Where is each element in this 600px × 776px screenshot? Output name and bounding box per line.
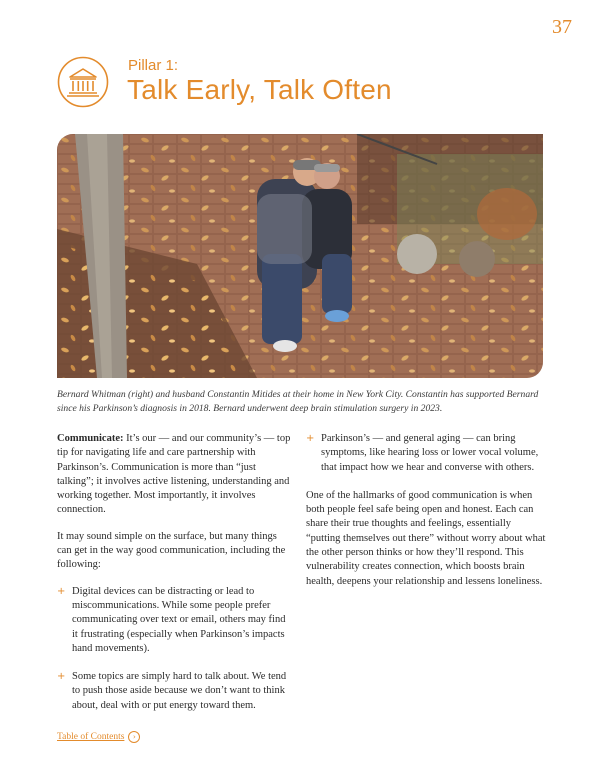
institution-building-icon (57, 56, 109, 108)
intro-body: It’s our — and our community’s — top tip for navigating life and care partnership with Parkinson’s. Communication is more than “just talking”; it involves active listening, understanding and working together. Most importantly, it involves connection. (57, 433, 291, 516)
left-column (57, 432, 293, 727)
obstacles-paragraph: It may sound simple on the surface, but many things can get in the way good communication, including the following: (57, 530, 286, 571)
bullet-icon: + (57, 585, 66, 597)
photo-caption: Bernard Whitman (right) and husband Constantin Mitides at their home in New York City. Constantin has supported Bernard since his Parkinson’s diagnosis in 2018. Bernard underwent deep brain stimulation surgery in 2023. (57, 389, 539, 414)
list-item-text: Parkinson’s — and general aging — can bring symptoms, like hearing loss or lower vocal volume, that impact how we hear and converse with others. (321, 433, 539, 473)
table-of-contents-link[interactable] (57, 731, 140, 743)
right-column (306, 432, 546, 601)
list-item (57, 670, 293, 713)
toc-label[interactable]: Table of Contents (57, 732, 125, 742)
arrow-right-circle-icon[interactable]: › (128, 731, 140, 743)
obstacles-list (57, 585, 293, 713)
list-item (57, 585, 293, 656)
page-title: Talk Early, Talk Often (127, 74, 392, 105)
hallmarks-paragraph: One of the hallmarks of good communication is when both people feel safe being open and honest. Each can share their true thoughts and feelings, essentially “putting themselves out there” without worry about what the other person thinks or how they’ll respond. This vulnerability creates connection, which boosts brain health, deepens your relationship and lessens loneliness. (306, 489, 546, 587)
bullet-icon: + (306, 433, 315, 444)
list-item-text: Digital devices can be distracting or lead to miscommunications. While some people prefer communicating over text or email, others may find it frustrating (especially when Parkinson’s impacts hand movements). (72, 585, 286, 654)
list-item (306, 432, 546, 475)
pillar-label: Pillar 1: (128, 57, 179, 74)
lead-term: Communicate: (57, 433, 124, 444)
obstacles-list-continued (306, 432, 546, 475)
bullet-icon: + (57, 671, 66, 683)
intro-paragraph (57, 432, 293, 518)
photo-couple-garden (57, 134, 543, 378)
page-number: 37 (552, 16, 572, 38)
list-item-text: Some topics are simply hard to talk about. We tend to push those aside because we don’t want to think about, deal with or put energy toward them. (72, 671, 287, 711)
